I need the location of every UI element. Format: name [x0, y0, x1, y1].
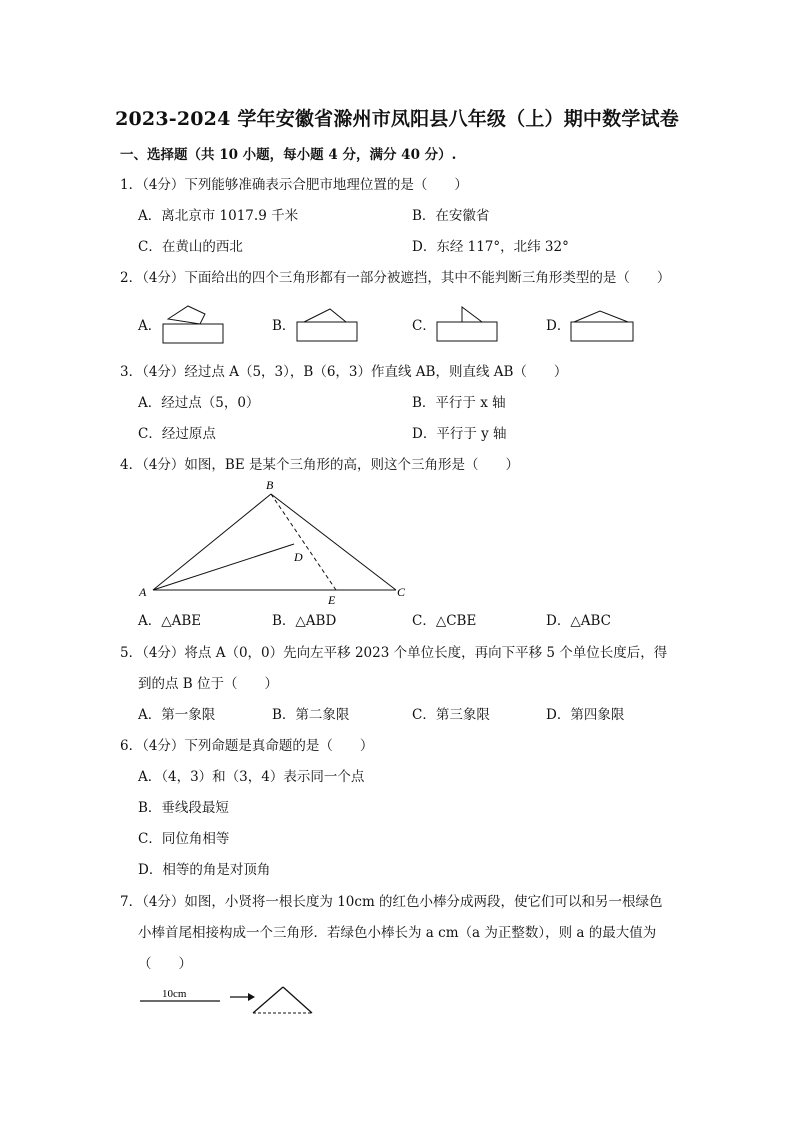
label-d: D [294, 550, 303, 564]
q7-stem-line3: （ ） [138, 956, 192, 972]
q6-option-a: A．（4，3）和（3，4）表示同一个点 [138, 769, 365, 785]
q1-option-c: C．在黄山的西北 [138, 239, 243, 255]
section-heading: 一、选择题（共 10 小题，每小题 4 分，满分 40 分）. [120, 147, 457, 163]
q2-figure-c [434, 304, 500, 344]
q2-option-d: D． [546, 318, 571, 334]
stick-length-label: 10cm [162, 988, 187, 1000]
q7-stem-line1: 7．（4分）如图，小贤将一根长度为 10cm 的红色小棒分成两段，使它们可以和另一根绿色 [120, 894, 663, 910]
stick-piece-left [253, 987, 283, 1013]
q2-option-c: C． [412, 318, 436, 334]
q5-option-d: D．第四象限 [546, 707, 625, 723]
q2-figure-d [568, 304, 636, 344]
q2-figure-b [294, 304, 360, 344]
q2-option-b: B． [272, 318, 296, 334]
q5-option-b: B．第二象限 [272, 707, 350, 723]
label-b: B [266, 478, 274, 492]
q4-option-d: D．△ABC [546, 613, 611, 629]
q1-stem: 1．（4分）下列能够准确表示合肥市地理位置的是（ ） [120, 177, 468, 193]
q6-option-d: D．相等的角是对顶角 [138, 862, 271, 878]
segment-ab [153, 494, 271, 590]
q3-option-b: B．平行于 x 轴 [412, 395, 506, 411]
q2-option-a: A． [138, 318, 162, 334]
q5-stem-line2: 到的点 B 位于（ ） [138, 676, 279, 692]
label-c: C [397, 585, 406, 599]
q2-figure-a [160, 302, 226, 346]
q1-option-d: D．东经 117°，北纬 32° [412, 239, 569, 255]
q4-option-a: A．△ABE [138, 613, 202, 629]
arrow-head-icon [248, 993, 255, 1001]
q7-stem-line2: 小棒首尾相接构成一个三角形．若绿色小棒长为 a cm（a 为正整数），则 a 的最大值为 [138, 925, 657, 941]
q1-option-b: B．在安徽省 [412, 208, 490, 224]
q3-option-a: A．经过点（5，0） [138, 395, 260, 411]
q6-option-c: C．同位角相等 [138, 831, 230, 847]
q6-option-b: B．垂线段最短 [138, 800, 229, 816]
stick-piece-right [283, 987, 312, 1013]
label-e: E [328, 593, 336, 607]
q1-option-a: A．离北京市 1017.9 千米 [138, 208, 299, 224]
q5-stem-line1: 5．（4分）将点 A（0，0）先向左平移 2023 个单位长度，再向下平移 5 个单位长度后，得 [120, 645, 668, 661]
exam-title: 2023-2024 学年安徽省滁州市凤阳县八年级（上）期中数学试卷 [115, 108, 679, 130]
q4-stem: 4．（4分）如图，BE 是某个三角形的高，则这个三角形是（ ） [120, 457, 519, 473]
q4-option-b: B．△ABD [272, 613, 337, 629]
q3-option-d: D．平行于 y 轴 [412, 426, 507, 442]
q3-option-c: C．经过原点 [138, 426, 216, 442]
segment-be-dashed [271, 494, 336, 590]
label-a: A [139, 585, 147, 599]
q7-stick-figure [136, 980, 326, 1020]
q6-stem: 6．（4分）下列命题是真命题的是（ ） [120, 738, 374, 754]
segment-bc [271, 494, 396, 590]
q4-option-c: C．△CBE [412, 613, 477, 629]
q2-stem: 2．（4分）下面给出的四个三角形都有一部分被遮挡，其中不能判断三角形类型的是（ ） [120, 270, 671, 286]
q5-option-a: A．第一象限 [138, 707, 216, 723]
q3-stem: 3．（4分）经过点 A（5，3），B（6，3）作直线 AB，则直线 AB（ ） [120, 364, 568, 380]
q4-triangle-figure [130, 474, 420, 610]
q5-option-c: C．第三象限 [412, 707, 490, 723]
segment-ad [153, 544, 294, 590]
